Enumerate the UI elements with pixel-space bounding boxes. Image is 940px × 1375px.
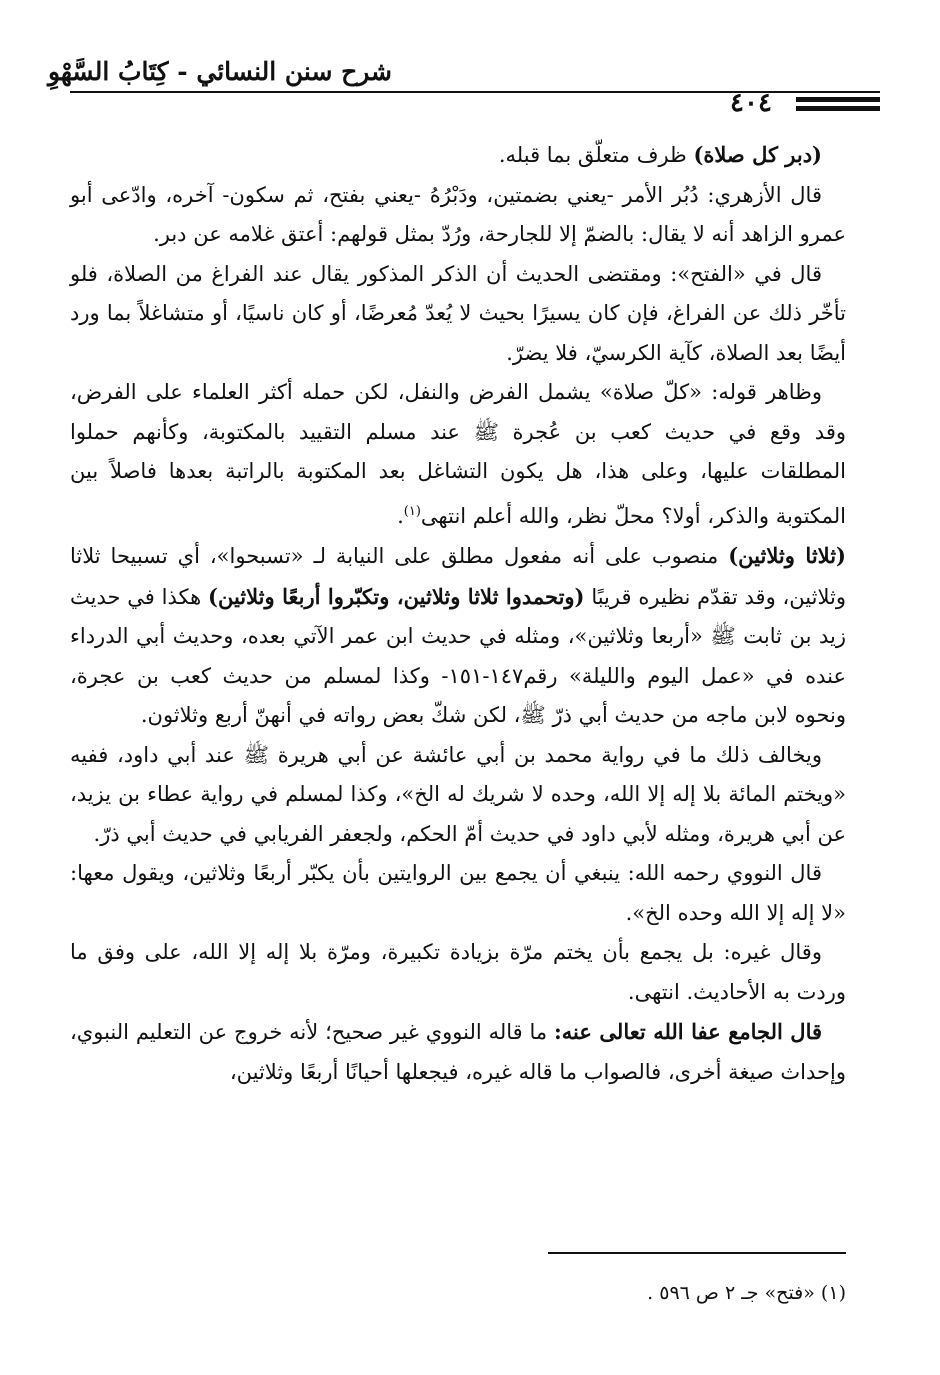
page-number-rule-right-lower (796, 106, 880, 111)
main-text (70, 135, 846, 1092)
paragraph-5 (70, 536, 846, 736)
paragraph-9 (70, 1012, 846, 1092)
page-number: ٤٠٤ (730, 88, 772, 118)
paragraph-6: ويخالف ذلك ما في رواية محمد بن أبي عائشة عن أبي هريرة ﷺ عند أبي داود، ففيه «ويختم المائة بلا إله إلا الله، وحده لا شريك له الخ»، وكذا لمسلم في رواية عطاء بن يزيد، عن أبي هريرة، ومثله لأبي داود في حديث أمّ الحكم، ولجعفر الفريابي في حديث أبي ذرّ. (70, 742, 846, 846)
paragraph-4 (70, 373, 846, 536)
paragraph-5-text-b: هكذا في حديث زيد بن ثابت ﷺ «أربعا وثلاثين»، ومثله في حديث ابن عمر الآتي بعده، وحديث أبي الدرداء عنده في «عمل اليوم والليلة» رقم١٤٧-١٥١- وكذا لمسلم من حديث كعب بن عجرة، ونحوه لابن ماجه من حديث أبي ذرّ ﷺ، لكن شكّ بعض رواته في أنهنّ أربع وثلاثون. (70, 584, 846, 727)
phrase-heading-3: (وتحمدوا ثلاثا وثلاثين، وتكبّروا أربعًا وثلاثين) (208, 583, 585, 609)
paragraph-4-text: وظاهر قوله: «كلّ صلاة» يشمل الفرض والنفل، لكن حمله أكثر العلماء على الفرض، وقد وقع في حديث كعب بن عُجرة ﷺ عند مسلم التقييد بالمكتوبة، وكأنهم حملوا المطلقات عليها، وعلى هذا، هل يكون التشاغل بعد المكتوبة بالراتبة بعدها فاصلاً بين المكتوبة والذكر، أولا؟ محلّ نظر، والله أعلم انتهى (70, 380, 846, 528)
paragraph-9-text: ما قاله النووي غير صحيح؛ لأنه خروج عن التعليم النبوي، وإحداث صيغة أخرى، فالصواب ما قاله غيره، فيجعلها أحيانًا أربعًا وثلاثين، (70, 1020, 846, 1084)
page-number-rule-right (796, 97, 880, 102)
paragraph-2: قال الأزهري: دُبُر الأمر -يعني بضمتين، ودَبْرُهُ -يعني بفتح، ثم سكون- آخره، وادّعى أبو عمرو الزاهد أنه لا يقال: بالضمّ إلا للجارحة، ورُدّ بمثل قولهم: أعتق غلامه عن دبر. (70, 182, 846, 246)
paragraph-7: قال النووي رحمه الله: ينبغي أن يجمع بين الروايتين بأن يكبّر أربعًا وثلاثين، ويقول معها: «لا إله إلا الله وحده الخ». (70, 861, 846, 925)
paragraph-1 (70, 135, 846, 176)
compiler-note-heading: قال الجامع عفا الله تعالى عنه: (554, 1019, 823, 1044)
paragraph-5-text-a: منصوب على أنه مفعول مطلق على النيابة لـ «تسبحوا»، أي تسبيحا ثلاثا وثلاثين، وقد تقدّم نظيره قريبًا (70, 544, 846, 609)
footnote-marker: (١) (403, 503, 421, 519)
footnote-1: (١) «فتح» جـ ٢ ص ٥٩٦ . (647, 1282, 846, 1304)
footnote-separator (548, 1252, 846, 1254)
paragraph-3: قال في «الفتح»: ومقتضى الحديث أن الذكر المذكور يقال عند الفراغ من الصلاة، فلو تأخّر ذلك عن الفراغ، فإن كان يسيرًا بحيث لا يُعدّ مُعرضًا، أو كان ناسيًا، أو متشاغلاً بما ورد أيضًا بعد الصلاة، كآية الكرسيّ، فلا يضرّ. (70, 261, 846, 365)
running-header-title: شرح سنن النسائي - كِتَابُ السَّهْوِ (47, 57, 392, 86)
phrase-heading-2: (ثلاثا وثلاثين) (728, 543, 846, 568)
phrase-heading-1: (دبر كل صلاة) (693, 142, 822, 167)
paragraph-1-text: ظرف متعلّق بما قبله. (498, 143, 694, 167)
paragraph-4-end: . (397, 503, 404, 528)
paragraph-8: وقال غيره: بل يجمع بأن يختم مرّة بزيادة تكبيرة، ومرّة بلا إله إلا الله، على وفق ما وردت به الأحاديث. انتهى. (70, 940, 846, 1004)
